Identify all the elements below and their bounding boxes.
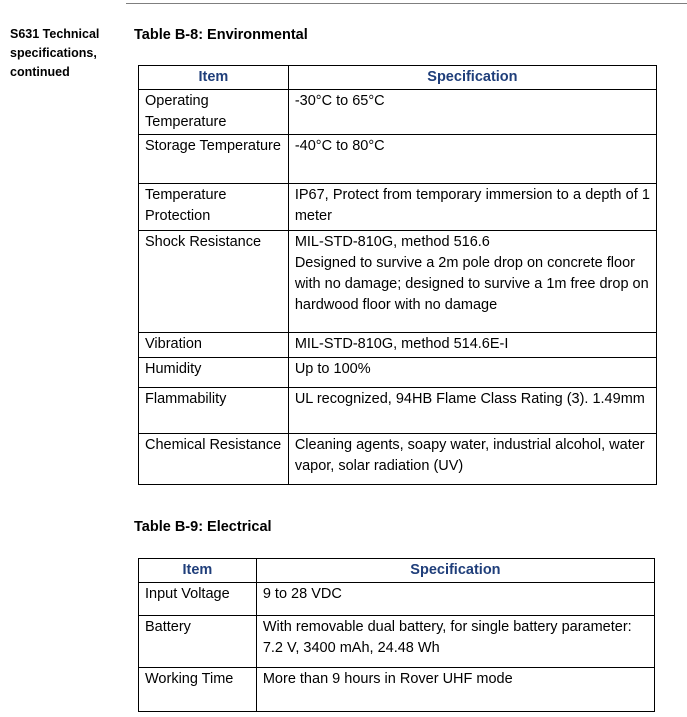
- row-spec: MIL-STD-810G, method 514.6E-I: [288, 333, 656, 358]
- table-row: [139, 358, 657, 388]
- row-item: Input Voltage: [139, 583, 257, 616]
- row-spec-line: Designed to survive a 2m pole drop on concrete floor with no damage; designed to survive a 1m free drop on hardwood floor with no damage: [294, 255, 649, 313]
- table-row: [139, 90, 657, 135]
- header-rule: [126, 3, 687, 4]
- electrical-table: [138, 558, 655, 712]
- column-header-item: Item: [139, 559, 257, 583]
- row-spec: More than 9 hours in Rover UHF mode: [256, 668, 654, 712]
- row-spec: IP67, Protect from temporary immersion to a depth of 1 meter: [288, 184, 656, 231]
- table-row: [139, 388, 657, 434]
- row-item: Battery: [139, 616, 257, 668]
- row-spec: -40°C to 80°C: [288, 135, 656, 184]
- column-header-specification: Specification: [288, 66, 656, 90]
- row-spec-line: MIL-STD-810G, method 516.6: [294, 234, 490, 250]
- environmental-table: [138, 65, 657, 485]
- table-header-row: [139, 66, 657, 90]
- row-spec: With removable dual battery, for single battery parameter: 7.2 V, 3400 mAh, 24.48 Wh: [256, 616, 654, 668]
- row-spec: Up to 100%: [288, 358, 656, 388]
- row-spec: Cleaning agents, soapy water, industrial alcohol, water vapor, solar radiation (UV): [288, 434, 656, 485]
- table-row: [139, 616, 655, 668]
- row-item: Shock Resistance: [139, 231, 289, 333]
- column-header-specification: Specification: [256, 559, 654, 583]
- row-spec: 9 to 28 VDC: [256, 583, 654, 616]
- table-row: [139, 668, 655, 712]
- table-title-environmental: Table B-8: Environmental: [134, 27, 308, 43]
- row-item: Operating Temperature: [139, 90, 289, 135]
- table-title-electrical: Table B-9: Electrical: [134, 519, 272, 535]
- row-item: Chemical Resistance: [139, 434, 289, 485]
- row-item: Temperature Protection: [139, 184, 289, 231]
- column-header-item: Item: [139, 66, 289, 90]
- table-row: [139, 583, 655, 616]
- table-row: [139, 231, 657, 333]
- row-item: Vibration: [139, 333, 289, 358]
- table-row: [139, 434, 657, 485]
- row-item: Working Time: [139, 668, 257, 712]
- row-item: Flammability: [139, 388, 289, 434]
- row-item: Storage Temperature: [139, 135, 289, 184]
- row-spec: -30°C to 65°C: [288, 90, 656, 135]
- table-row: [139, 333, 657, 358]
- row-spec: UL recognized, 94HB Flame Class Rating (3). 1.49mm: [288, 388, 656, 434]
- section-heading: S631 Technical specifications, continued: [10, 27, 100, 79]
- row-item: Humidity: [139, 358, 289, 388]
- table-row: [139, 135, 657, 184]
- table-header-row: [139, 559, 655, 583]
- table-row: [139, 184, 657, 231]
- row-spec-multiline: [288, 231, 656, 333]
